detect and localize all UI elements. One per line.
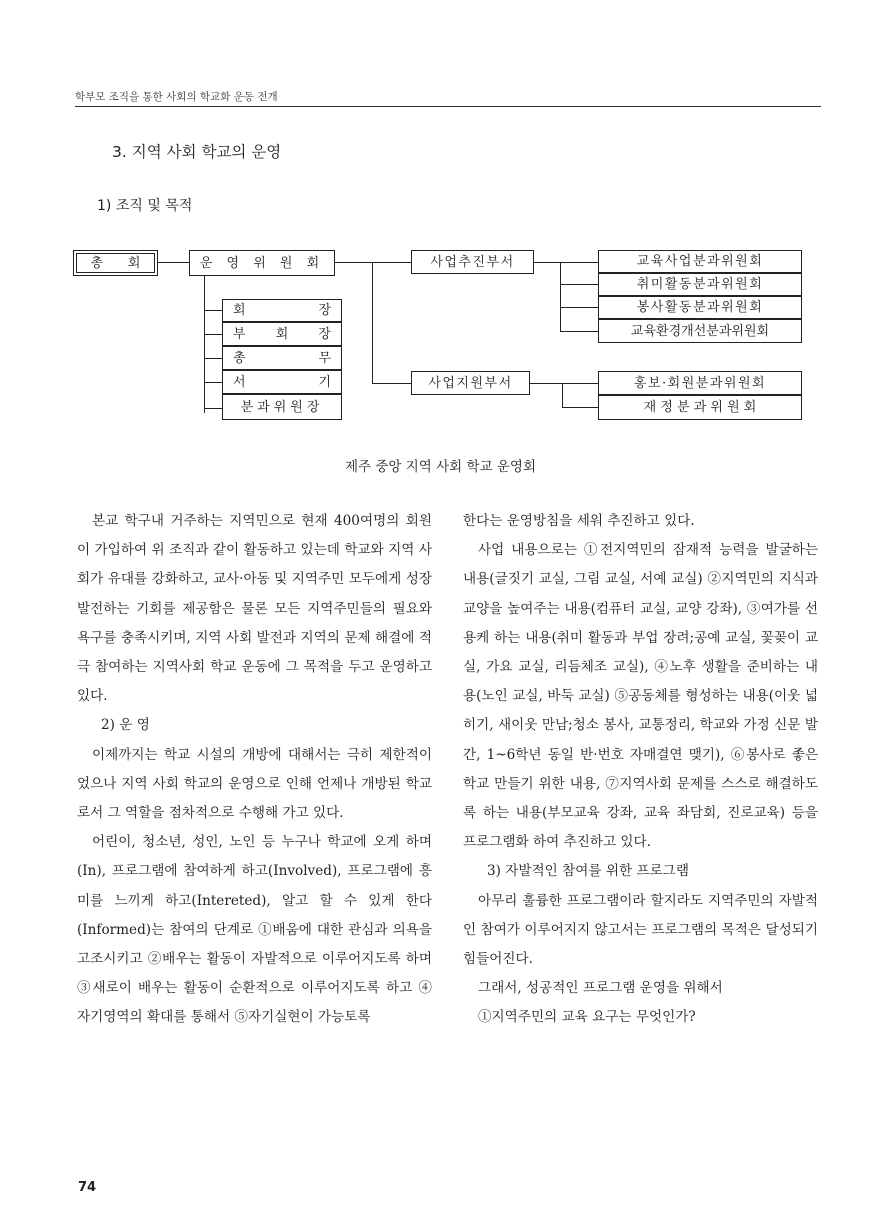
subcommittee-label: 교육사업분과위원회 — [636, 254, 764, 269]
connector-line — [158, 262, 189, 263]
connector-line — [204, 382, 222, 383]
business-subcommittee-box — [598, 296, 802, 319]
paragraph: 그래서, 성공적인 프로그램 운영을 위해서 — [477, 980, 723, 997]
connector-line — [560, 262, 561, 332]
connector-line — [204, 334, 222, 335]
role-label: 총 무 — [233, 350, 331, 366]
subcommittee-label: 재 정 분 과 위 원 회 — [643, 400, 757, 415]
support-subcommittee-box — [598, 395, 802, 420]
role-box-chair — [222, 299, 342, 322]
connector-line — [560, 307, 598, 308]
role-label: 부 회 장 — [233, 326, 331, 342]
business-dept-label: 사업추진부서 — [430, 254, 515, 270]
role-label: 서 기 — [233, 374, 331, 390]
connector-line — [372, 383, 411, 384]
role-box-secretary-general — [222, 346, 342, 370]
connector-line — [560, 284, 598, 285]
role-label: 분과위원장 — [240, 399, 324, 415]
right-column — [463, 507, 818, 1033]
general-meeting-label: 총 회 — [90, 255, 141, 271]
figure-caption: 제주 중앙 지역 사회 학교 운영회 — [345, 459, 536, 475]
role-box-clerk — [222, 370, 342, 394]
support-subcommittee-box — [598, 371, 802, 395]
support-dept-label: 사업지원부서 — [428, 375, 513, 391]
connector-line — [534, 262, 598, 263]
section-title: 3. 지역 사회 학교의 운영 — [112, 143, 282, 161]
page-number: 74 — [78, 1180, 97, 1195]
business-subcommittee-box — [598, 273, 802, 296]
subcommittee-label: 봉사활동분과위원회 — [636, 300, 764, 315]
connector-line — [204, 310, 222, 311]
connector-line — [204, 358, 222, 359]
connector-line — [562, 383, 563, 408]
connector-line — [530, 383, 598, 384]
connector-line — [560, 331, 598, 332]
connector-line — [204, 275, 205, 413]
subsection-heading: 2) 운 영 — [101, 717, 150, 734]
subcommittee-label: 홍보·회원분과위원회 — [633, 375, 767, 391]
running-header: 학부모 조직을 통한 사회의 학교화 운동 전개 — [75, 91, 278, 103]
general-meeting-box — [73, 250, 158, 276]
connector-line — [204, 408, 222, 409]
org-chart — [0, 0, 881, 440]
paragraph: 어린이, 청소년, 성인, 노인 등 누구나 학교에 오게 하며(In), 프로그램에 참여하게 하고(Involved), 프로그램에 흥미를 느끼게 하고(Intereted), 알고 할 수 있게 한다(Informed)는 참여의 단계로 ①배움에 대한 관심과 의욕을 고조시키고 ②배우는 활동이 자발적으로 이루어지도록 하며 ③새로이 배우는 활동이 순환적으로 이루어지도록 하고 ④자기영역의 확대를 통해서 ⑤자기실현이 가능토록 — [77, 834, 432, 1026]
support-dept-box — [411, 371, 530, 395]
steering-committee-label: 운 영 위 원 회 — [199, 255, 325, 271]
paragraph: 이제까지는 학교 시설의 개방에 대해서는 극히 제한적이었으나 지역 사회 학교의 운영으로 인해 언제나 개방된 학교로서 그 역할을 점차적으로 수행해 가고 있다. — [77, 746, 432, 822]
business-subcommittee-box — [598, 250, 802, 273]
role-box-vice-chair — [222, 322, 342, 346]
connector-line — [372, 262, 373, 384]
business-dept-box — [411, 250, 534, 274]
paragraph: 사업 내용으로는 ①전지역민의 잠재적 능력을 발굴하는 내용(글짓기 교실, 그림 교실, 서예 교실) ②지역민의 지식과 교양을 높여주는 내용(컴퓨터 교실, 교양 강좌), ③여가를 선용케 하는 내용(취미 활동과 부업 장려;공예 교실, 꽃꽂이 교실, 가요 교실, 리듬체조 교실), ④노후 생활을 준비하는 내용(노인 교실, 바둑 교실) ⑤공동체를 형성하는 내용(이웃 넓히기, 새이웃 만남;청소 봉사, 교통정리, 학교와 가정 신문 발간, 1~6학년 동일 반·번호 자매결연 맺기), ⑥봉사로 좋은 학교 만들기 위한 내용, ⑦지역사회 문제를 스스로 해결하도록 하는 내용(부모교육 강좌, 교육 좌담회, 진로교육) 등을 프로그램화 하여 추진하고 있다. — [463, 542, 818, 851]
paragraph: 아무리 훌륭한 프로그램이라 할지라도 지역주민의 자발적인 참여가 이루어지지 않고서는 프로그램의 목적은 달성되기 힘들어진다. — [463, 892, 818, 968]
business-subcommittee-box — [598, 319, 802, 343]
subcommittee-label: 교육환경개선분과위원회 — [630, 323, 770, 339]
connector-line — [562, 407, 598, 408]
left-column — [77, 507, 432, 1033]
role-label: 회 장 — [233, 303, 331, 318]
subsection-title: 1) 조직 및 목적 — [97, 198, 193, 214]
subcommittee-label: 취미활동분과위원회 — [636, 277, 764, 292]
subsection-heading: 3) 자발적인 참여를 위한 프로그램 — [487, 863, 689, 880]
steering-committee-box — [189, 250, 335, 276]
role-box-subcommittee-chair — [222, 394, 342, 420]
paragraph: ①지역주민의 교육 요구는 무엇인가? — [477, 1009, 696, 1026]
paragraph: 한다는 운영방침을 세워 추진하고 있다. — [463, 513, 695, 529]
paragraph: 본교 학구내 거주하는 지역민으로 현재 400여명의 회원이 가입하여 위 조직과 같이 활동하고 있는데 학교와 지역 사회가 유대를 강화하고, 교사·아동 및 지역주민 모두에게 성장 발전하는 기회를 제공함은 물론 모든 지역주민들의 필요와 욕구를 충족시키며, 지역 사회 발전과 지역의 문제 해결에 적극 참여하는 지역사회 학교 운동에 그 목적을 두고 운영하고 있다. — [77, 513, 432, 705]
